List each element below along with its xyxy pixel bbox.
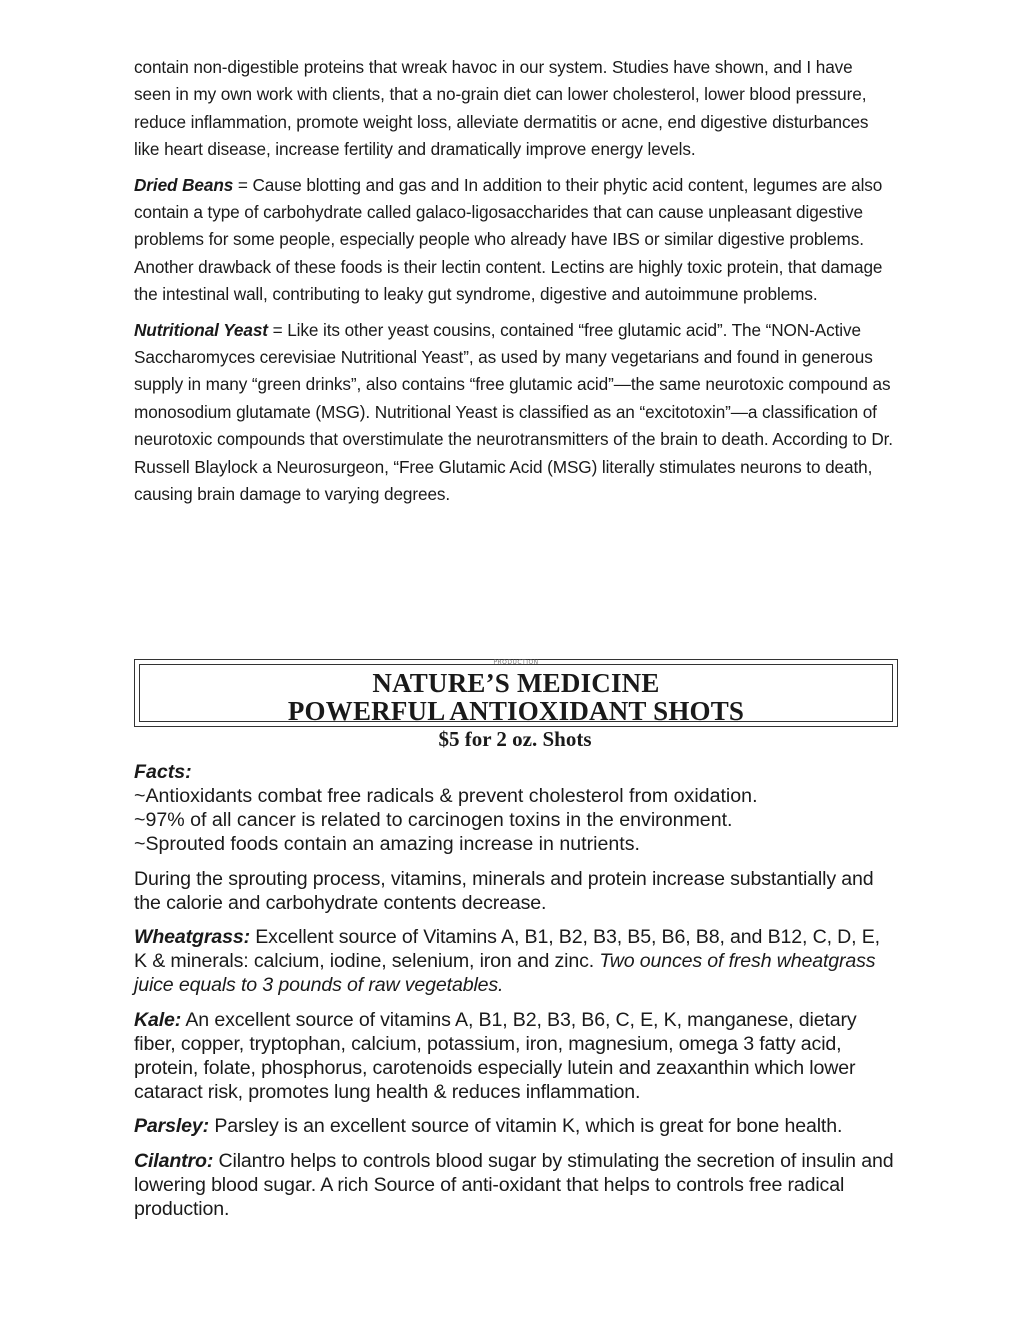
- dried-beans-paragraph: [134, 172, 894, 309]
- facts-heading: Facts:: [134, 761, 192, 783]
- parsley-paragraph: [134, 1114, 896, 1138]
- kale-text: An excellent source of vitamins A, B1, B2, B3, B6, C, E, K, manganese, dietary fiber, copper, tryptophan, calcium, potassium, iron, magnesium, omega 3 fatty acid, protein, folate, phosphorus, carotenoids especially lutein and zeaxanthin which lower cataract risk, promotes lung health & reduces inflammation.: [134, 1008, 857, 1104]
- cilantro-text: Cilantro helps to controls blood sugar by stimulating the secretion of insulin and lowering blood sugar. A rich Source of anti-oxidant that helps to controls free radical production.: [134, 1149, 894, 1221]
- fact-item: ~Antioxidants combat free radicals & prevent cholesterol from oxidation.: [134, 785, 758, 807]
- parsley-term: Parsley:: [134, 1115, 210, 1138]
- title-box-inner: [139, 664, 893, 726]
- parsley-text: Parsley is an excellent source of vitamin K, which is great for bone health.: [209, 1115, 843, 1138]
- wheatgrass-term: Wheatgrass:: [134, 926, 250, 949]
- facts-section: [134, 760, 896, 857]
- box-title: [140, 669, 892, 725]
- wheatgrass-paragraph: [134, 925, 896, 998]
- kale-paragraph: [134, 1008, 896, 1105]
- dried-beans-term: Dried Beans: [134, 174, 234, 195]
- cilantro-paragraph: [134, 1149, 896, 1222]
- fact-item: ~97% of all cancer is related to carcinogen toxins in the environment.: [134, 809, 733, 832]
- box-title-line2: POWERFUL ANTIOXIDANT SHOTS: [287, 696, 745, 726]
- intro-paragraph: contain non-digestible proteins that wreak havoc in our system. Studies have shown, and I have seen in my own work with clients, that a no-grain diet can lower cholesterol, lower blood pressure, reduce inflammation, promote weight loss, alleviate dermatitis or acne, end digestive disturbances like heart disease, increase fertility and dramatically improve energy levels.: [134, 57, 869, 160]
- kale-term: Kale:: [134, 1008, 182, 1031]
- wheatgrass-italic: Two ounces of fresh wheatgrass juice equals to 3 pounds of raw vegetables.: [134, 950, 876, 997]
- price-line: $5 for 2 oz. Shots: [438, 727, 592, 751]
- nutritional-yeast-text: = Like its other yeast cousins, contained “free glutamic acid”. The “NON-Active Saccharomyces cerevisiae Nutritional Yeast”, as used by many vegetarians and found in generous supply in many “green drinks”, also contains “free glutamic acid”—the same neurotoxic compound as monosodium glutamate (MSG). Nutritional Yeast is classified as an “excitotoxin”—a classification of neurotoxic compounds that overstimulate the neurotransmitters of the brain to death. According to Dr. Russell Blaylock a Neurosurgeon, “Free Glutamic Acid (MSG) literally stimulates neurons to death, causing brain damage to varying degrees.: [134, 319, 893, 505]
- nutritional-yeast-term: Nutritional Yeast: [134, 319, 268, 340]
- cilantro-term: Cilantro:: [134, 1149, 214, 1172]
- fact-item: ~Sprouted foods contain an amazing increase in nutrients.: [134, 833, 640, 856]
- box-title-line1: NATURE’S MEDICINE: [372, 668, 660, 698]
- upper-text-block: [134, 54, 894, 517]
- nutritional-yeast-paragraph: [134, 317, 894, 509]
- dried-beans-text: = Cause blotting and gas and In addition to their phytic acid content, legumes are also contain a type of carbohydrate called galaco-ligosaccharides that can cause unpleasant digestive problems for some people, especially people who already have IBS or similar digestive problems. Another drawback of these foods is their lectin content. Lectins are highly toxic protein, that damage the intestinal wall, contributing to leaky gut syndrome, digestive and autoimmune problems.: [134, 174, 883, 305]
- title-box: [134, 659, 898, 727]
- sprouting-paragraph: During the sprouting process, vitamins, minerals and protein increase substantially and the calorie and carbohydrate contents decrease.: [134, 867, 874, 914]
- lower-text-block: [134, 760, 896, 1231]
- box-tiny-label: PRODUCTION: [493, 659, 539, 666]
- wheatgrass-text: Excellent source of Vitamins A, B1, B2, B3, B5, B6, B8, and B12, C, D, E, K & minerals: calcium, iodine, selenium, iron and zinc.: [134, 926, 880, 973]
